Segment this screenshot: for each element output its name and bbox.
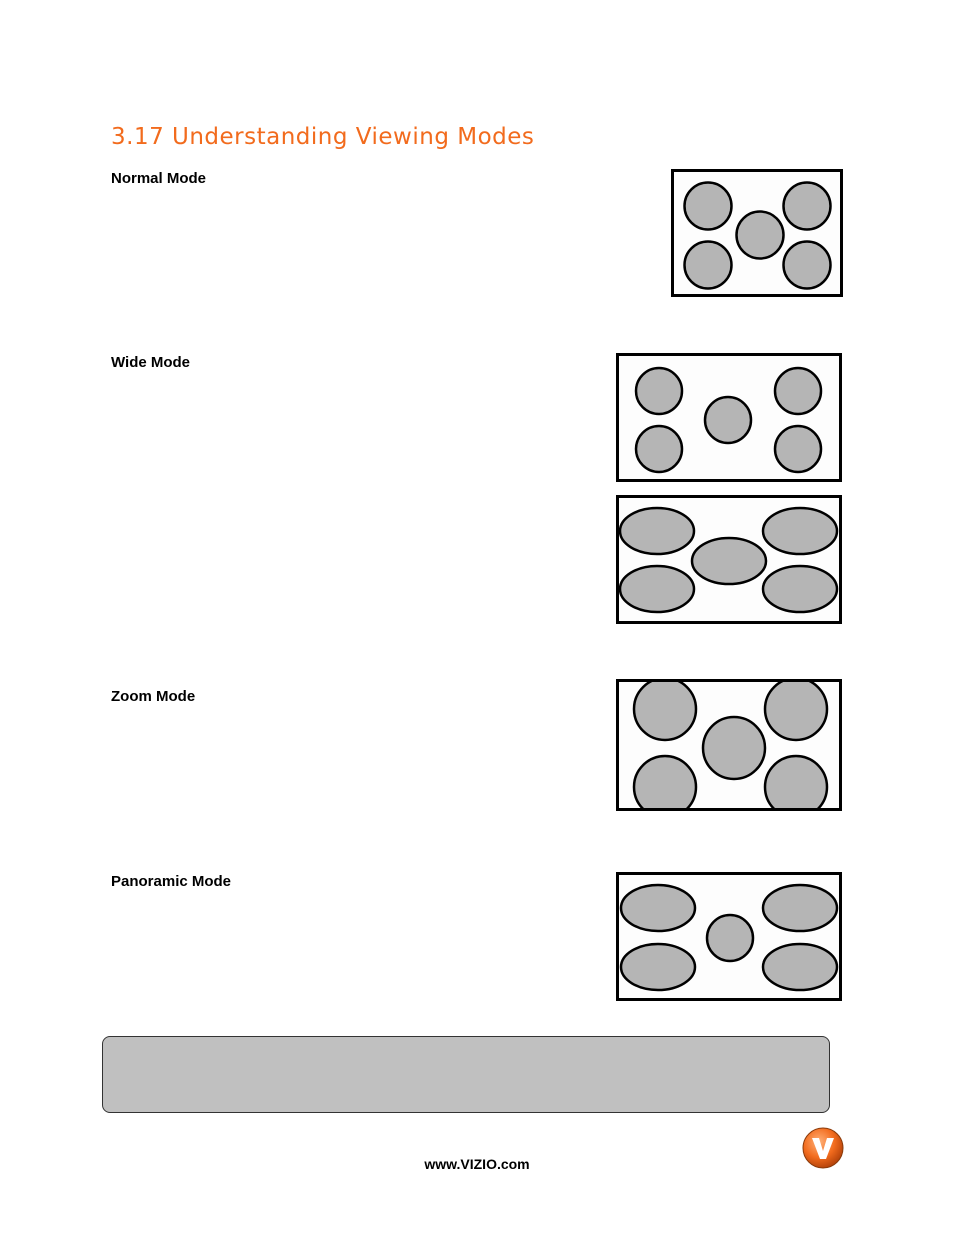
- shape-top-left: [636, 368, 682, 414]
- shape-center: [707, 915, 753, 961]
- shape-bottom-right: [763, 566, 837, 612]
- shape-center: [737, 212, 784, 259]
- shape-bottom-left: [634, 756, 696, 812]
- wide-mode-diagram-stretched: [616, 495, 843, 625]
- note-box: [102, 1036, 830, 1113]
- panoramic-mode-diagram: [616, 872, 843, 1002]
- panoramic-mode-label: Panoramic Mode: [111, 873, 232, 890]
- shape-bottom-left: [620, 566, 694, 612]
- shape-center: [703, 717, 765, 779]
- shape-top-left: [621, 885, 695, 931]
- shape-center: [705, 397, 751, 443]
- zoom-mode-label: Zoom Mode: [111, 688, 196, 705]
- shape-bottom-right: [775, 426, 821, 472]
- wide-mode-diagram-original: [616, 353, 843, 483]
- shape-top-right: [763, 885, 837, 931]
- shape-bottom-left: [636, 426, 682, 472]
- section-title: 3.17 Understanding Viewing Modes: [111, 124, 535, 150]
- shape-center: [692, 538, 766, 584]
- zoom-mode-diagram: [616, 679, 843, 812]
- shape-top-right: [763, 508, 837, 554]
- shape-top-left: [685, 183, 732, 230]
- shape-bottom-right: [784, 242, 831, 289]
- shape-top-right: [775, 368, 821, 414]
- normal-mode-label: Normal Mode: [111, 170, 207, 187]
- vizio-logo-icon: [802, 1127, 844, 1169]
- shape-top-left: [620, 508, 694, 554]
- shape-bottom-right: [763, 944, 837, 990]
- shape-bottom-right: [765, 756, 827, 812]
- shape-top-right: [765, 679, 827, 740]
- shape-top-right: [784, 183, 831, 230]
- shape-top-left: [634, 679, 696, 740]
- shape-bottom-left: [685, 242, 732, 289]
- wide-mode-label: Wide Mode: [111, 354, 191, 371]
- shape-bottom-left: [621, 944, 695, 990]
- normal-mode-diagram: [671, 169, 844, 298]
- footer-url: www.VIZIO.com: [424, 1156, 530, 1172]
